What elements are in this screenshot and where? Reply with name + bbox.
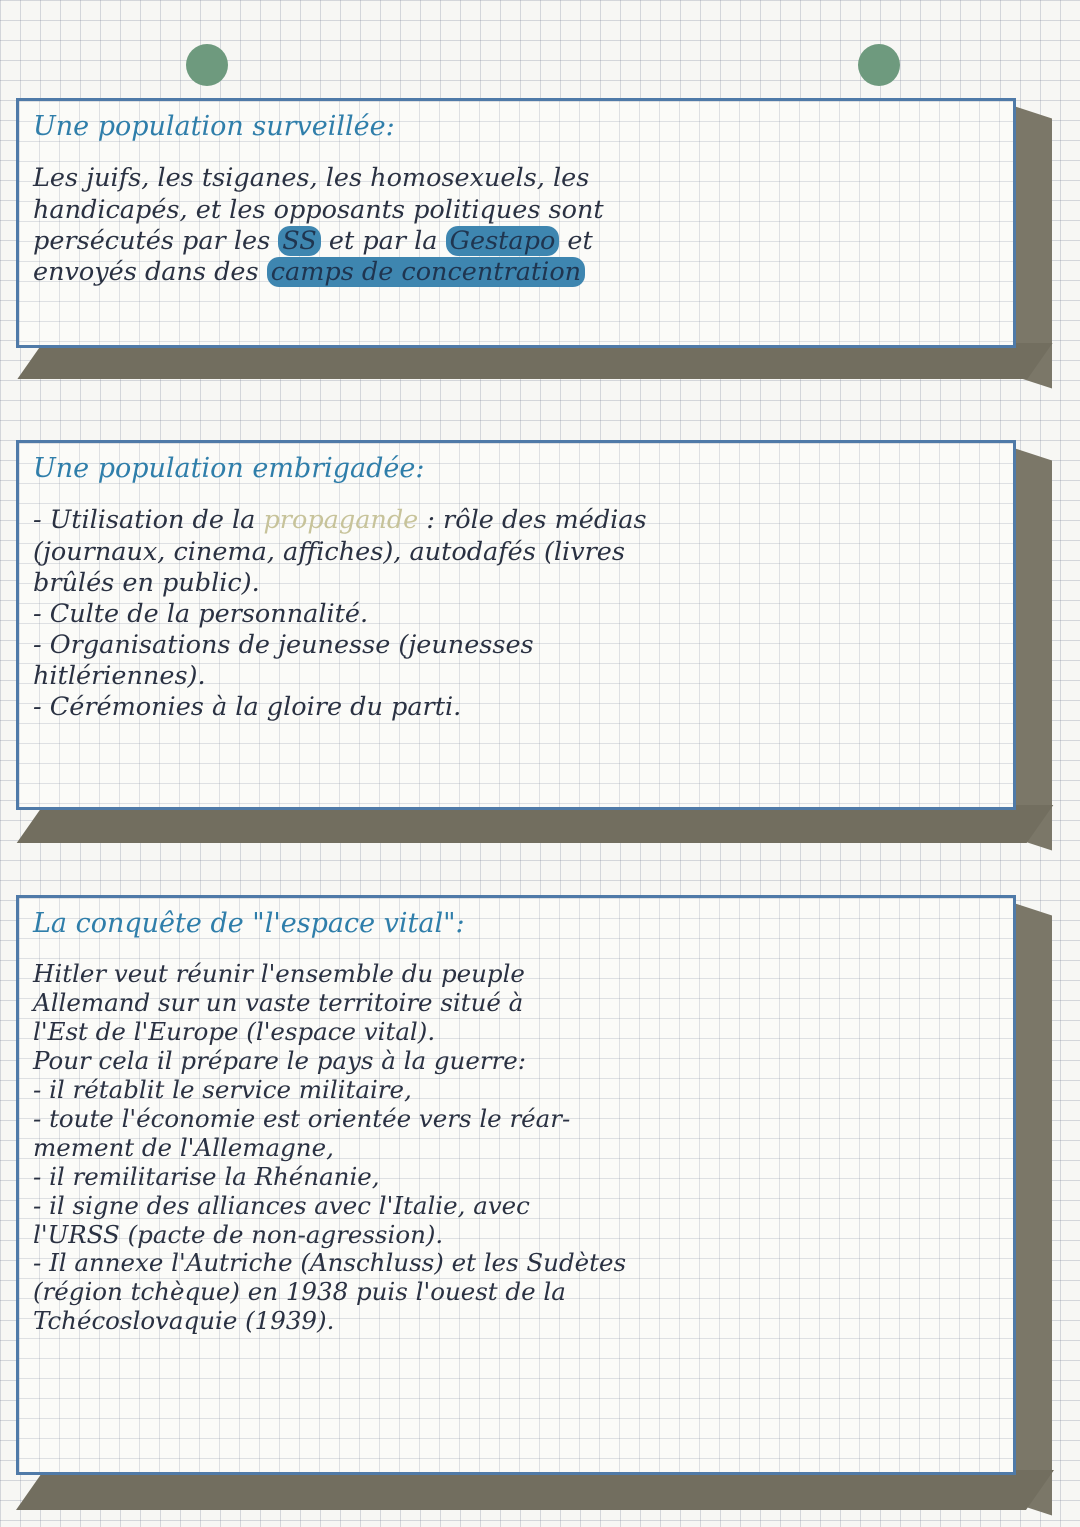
- section-body: [33, 960, 999, 1336]
- text-line: - il remilitarise la Rhénanie,: [33, 1161, 380, 1191]
- text-line: - il rétablit le service militaire,: [33, 1075, 412, 1105]
- text-line: envoyés dans des camps de concentration: [33, 257, 999, 288]
- text-line: Les juifs, les tsiganes, les homosexuels, les: [33, 163, 590, 194]
- binder-hole-right: [858, 44, 900, 86]
- text-line: - Utilisation de la propagande : rôle des médias: [33, 505, 647, 536]
- card-espace-vital: [16, 895, 1056, 1515]
- text-line: l'Est de l'Europe (l'espace vital).: [33, 1017, 436, 1047]
- highlight-propagande: propagande: [263, 505, 419, 536]
- section-body: [33, 163, 999, 287]
- card-shadow-bottom: [16, 1470, 1054, 1510]
- text-line: persécutés par les SS et par la Gestapo et: [33, 225, 593, 256]
- text-line: - il signe des alliances avec l'Italie, avec: [33, 1190, 530, 1220]
- card-shadow-side: [1012, 448, 1052, 851]
- card-surveillance: [16, 98, 1056, 388]
- card-embrigadement: [16, 440, 1056, 850]
- section-body: [33, 505, 999, 723]
- text-line: l'URSS (pacte de non-agression).: [33, 1219, 444, 1249]
- text-line: Pour cela il prépare le pays à la guerre:: [33, 1046, 526, 1076]
- card-face: [16, 895, 1016, 1475]
- text-line: - Organisations de jeunesse (jeunesses: [33, 629, 534, 660]
- text-line: (journaux, cinema, affiches), autodafés (livres: [33, 536, 625, 567]
- card-shadow-bottom: [17, 343, 1052, 379]
- text-line: mement de l'Allemagne,: [33, 1132, 334, 1162]
- section-title: La conquête de "l'espace vital":: [33, 908, 465, 939]
- text-line: handicapés, et les opposants politiques sont: [33, 194, 604, 225]
- highlight-ss: SS: [278, 226, 321, 256]
- text-line: Allemand sur un vaste territoire situé à: [33, 988, 524, 1018]
- section-title: Une population surveillée:: [33, 111, 395, 142]
- section-title: Une population embrigadée:: [33, 453, 425, 484]
- card-face: [16, 440, 1016, 810]
- text-line: - Culte de la personnalité.: [33, 598, 369, 629]
- text-line: - Il annexe l'Autriche (Anschluss) et les Sudètes: [33, 1248, 627, 1278]
- text-line: - Cérémonies à la gloire du parti.: [33, 692, 462, 723]
- text-line: (région tchèque) en 1938 puis l'ouest de la: [33, 1277, 566, 1307]
- binder-hole-left: [186, 44, 228, 86]
- highlight-camps: camps de concentration: [267, 257, 585, 287]
- card-shadow-bottom: [17, 805, 1054, 843]
- text-line: Tchécoslovaquie (1939).: [33, 1306, 335, 1336]
- text-line: brûlés en public).: [33, 567, 260, 598]
- text-line: Hitler veut réunir l'ensemble du peuple: [33, 959, 525, 989]
- card-face: [16, 98, 1016, 348]
- card-shadow-side: [1012, 903, 1052, 1516]
- text-line: hitlériennes).: [33, 660, 206, 691]
- highlight-gestapo: Gestapo: [446, 226, 560, 256]
- text-line: - toute l'économie est orientée vers le réar-: [33, 1103, 571, 1133]
